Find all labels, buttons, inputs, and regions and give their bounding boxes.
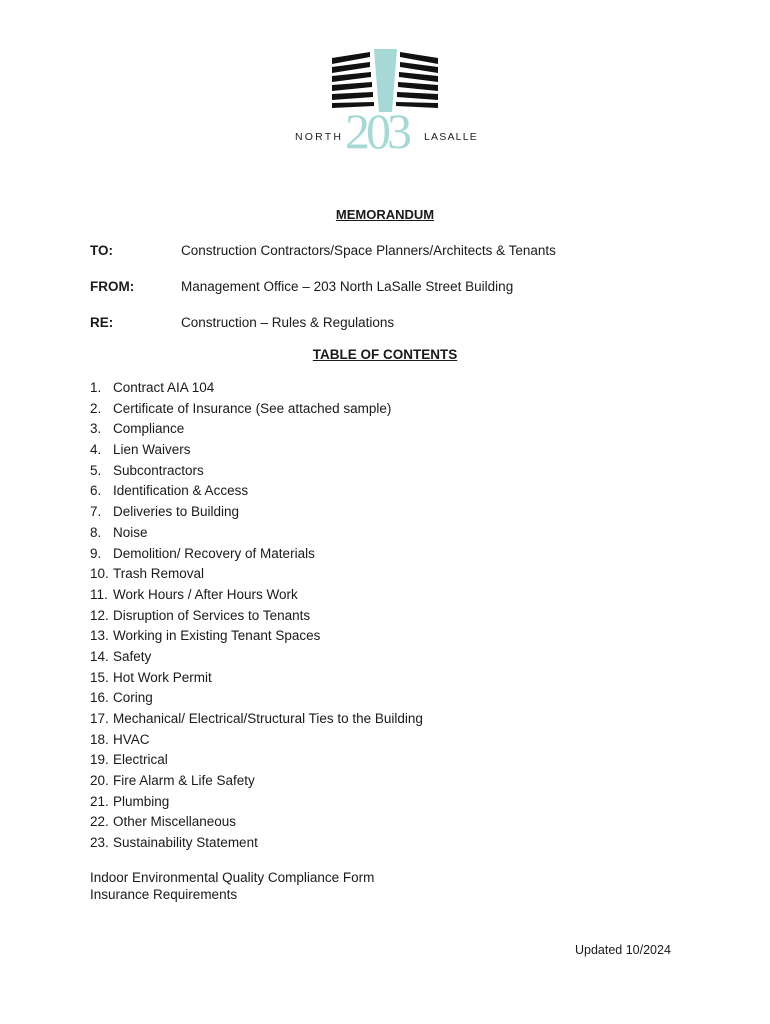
- toc-item: [90, 647, 423, 668]
- toc-item: [90, 419, 423, 440]
- toc-item-number: 3.: [90, 421, 102, 437]
- toc-item-label: Safety: [113, 648, 152, 664]
- toc-item: [90, 730, 423, 751]
- re-value: Construction – Rules & Regulations: [181, 315, 395, 330]
- toc-item-label: Identification & Access: [113, 483, 249, 499]
- toc-item-number: 22.: [90, 814, 109, 830]
- from-value: Management Office – 203 North LaSalle Street Building: [181, 279, 514, 294]
- toc-item: [90, 792, 423, 813]
- toc-item: [90, 750, 423, 771]
- logo-number: 203: [345, 103, 408, 159]
- re-label: RE:: [90, 315, 114, 330]
- toc-item-number: 20.: [90, 773, 109, 789]
- toc-item-label: Subcontractors: [113, 462, 204, 478]
- toc-item-number: 14.: [90, 648, 109, 664]
- logo-word-north: NORTH: [295, 131, 344, 143]
- toc-item: [90, 668, 423, 689]
- logo-word-lasalle: LASALLE: [424, 131, 478, 143]
- toc-item: [90, 771, 423, 792]
- toc-item-label: Working in Existing Tenant Spaces: [113, 628, 321, 644]
- toc-item: [90, 709, 423, 730]
- from-label: FROM:: [90, 279, 135, 294]
- toc-item-number: 23.: [90, 835, 109, 851]
- toc-item-label: Work Hours / After Hours Work: [113, 586, 298, 602]
- toc-item: [90, 812, 423, 833]
- toc-item-label: Hot Work Permit: [113, 669, 212, 685]
- toc-item-number: 6.: [90, 483, 102, 499]
- updated-date: Updated 10/2024: [575, 943, 671, 957]
- toc-item: [90, 523, 423, 544]
- toc-item-label: Electrical: [113, 752, 168, 768]
- toc-item-number: 4.: [90, 442, 102, 458]
- toc-item-number: 15.: [90, 669, 109, 685]
- toc-item-number: 2.: [90, 400, 102, 416]
- toc-item-number: 21.: [90, 793, 109, 809]
- toc-item-label: Contract AIA 104: [113, 380, 215, 395]
- memo-title: MEMORANDUM: [335, 207, 435, 222]
- toc-item-number: 11.: [90, 586, 108, 602]
- toc-item: [90, 606, 423, 627]
- toc-item-number: 8.: [90, 524, 102, 540]
- attachment-insurance: Insurance Requirements: [90, 887, 238, 902]
- toc-item-label: Lien Waivers: [113, 442, 191, 458]
- toc-item: [90, 399, 423, 420]
- toc-item-label: Plumbing: [113, 793, 170, 809]
- toc-item: [90, 564, 423, 585]
- toc-item-number: 17.: [90, 711, 109, 726]
- to-value: Construction Contractors/Space Planners/Architects & Tenants: [181, 243, 556, 258]
- toc-item: [90, 440, 423, 461]
- toc-item-label: Sustainability Statement: [113, 835, 258, 851]
- toc-item: [90, 585, 423, 606]
- toc-item-label: Compliance: [113, 421, 185, 437]
- toc-item-number: 16.: [90, 690, 109, 706]
- toc-item: [90, 544, 423, 565]
- to-label: TO:: [90, 243, 113, 258]
- toc-item-label: Noise: [113, 524, 148, 540]
- toc-item-label: Fire Alarm & Life Safety: [113, 773, 255, 789]
- attachment-form: Indoor Environmental Quality Compliance Form: [90, 870, 375, 885]
- toc-item-label: Other Miscellaneous: [113, 814, 237, 830]
- toc-list: [90, 378, 423, 854]
- toc-item-number: 5.: [90, 462, 102, 478]
- toc-item: [90, 688, 423, 709]
- toc-item-label: Demolition/ Recovery of Materials: [113, 545, 315, 561]
- toc-item: [90, 833, 423, 854]
- toc-item-number: 18.: [90, 731, 109, 747]
- toc-item-label: Coring: [113, 690, 153, 706]
- toc-item: [90, 481, 423, 502]
- toc-item-number: 13.: [90, 628, 109, 644]
- toc-title: TABLE OF CONTENTS: [312, 347, 458, 362]
- toc-item: [90, 626, 423, 647]
- toc-item-label: Deliveries to Building: [113, 504, 240, 520]
- toc-item: [90, 502, 423, 523]
- toc-item-number: 1.: [90, 380, 102, 395]
- building-logo: [0, 0, 770, 175]
- toc-item: [90, 378, 423, 399]
- toc-item-label: Mechanical/ Electrical/Structural Ties to the Building: [113, 711, 423, 726]
- toc-item: [90, 461, 423, 482]
- toc-item-number: 12.: [90, 607, 109, 623]
- toc-item-number: 19.: [90, 752, 109, 768]
- toc-item-label: Certificate of Insurance (See attached sample): [113, 400, 392, 416]
- toc-item-label: Trash Removal: [113, 566, 205, 582]
- toc-item-label: HVAC: [113, 731, 150, 747]
- toc-item-number: 7.: [90, 504, 102, 520]
- toc-item-label: Disruption of Services to Tenants: [113, 607, 311, 623]
- toc-item-number: 9.: [90, 545, 102, 561]
- toc-item-number: 10.: [90, 566, 109, 582]
